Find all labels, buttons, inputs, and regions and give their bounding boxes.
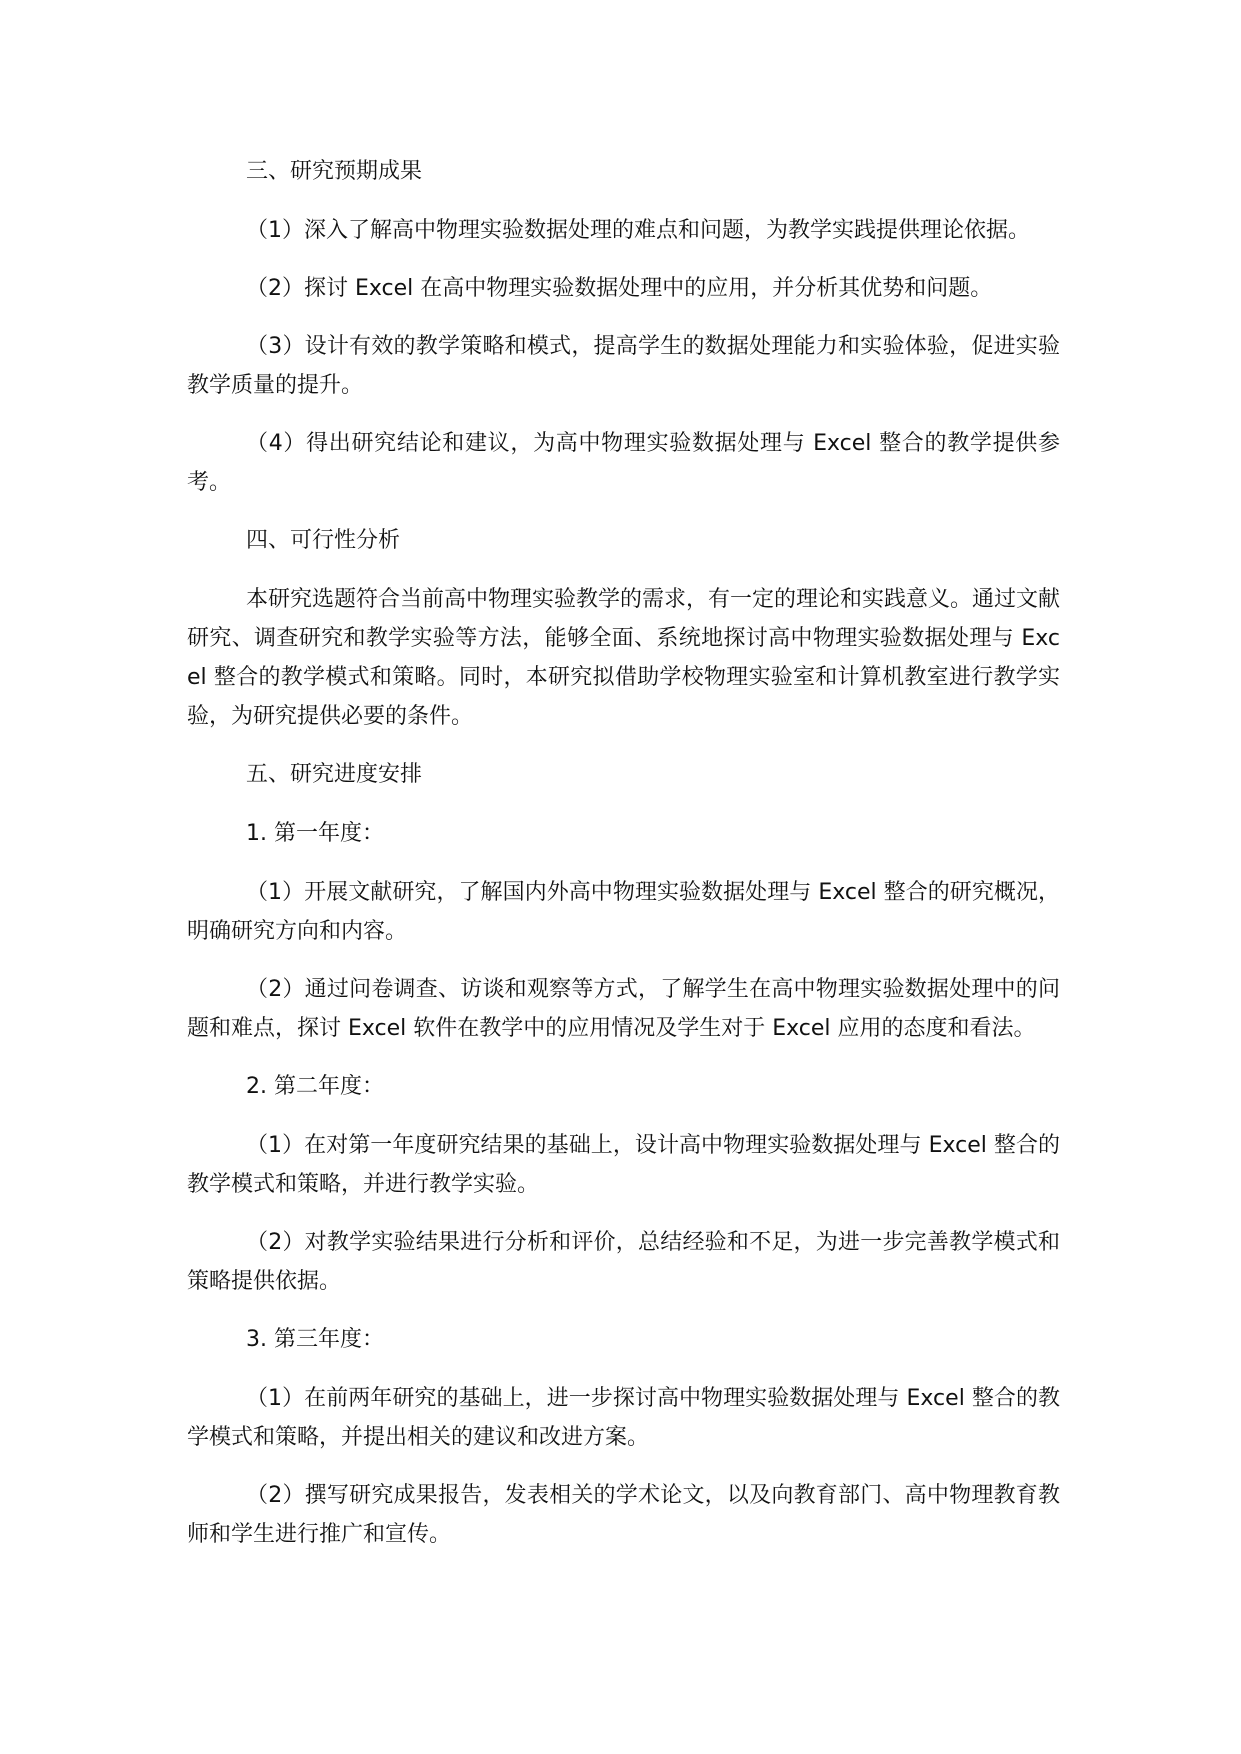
paragraph-result-1: （1）深入了解高中物理实验数据处理的难点和问题，为教学实践提供理论依据。 <box>246 218 1030 243</box>
subheading-year-3: 3. 第三年度： <box>246 1327 384 1352</box>
paragraph-feasibility: 本研究选题符合当前高中物理实验教学的需求，有一定的理论和实践意义。通过文献研究、调查研究和教学实验等方法，能够全面、系统地探讨高中物理实验数据处理与 Excel 整合的教学模式和策略。同时，本研究拟借助学校物理实验室和计算机教室进行教学实验，为研究提供必要的条件。 <box>187 587 1061 729</box>
section-heading-schedule: 五、研究进度安排 <box>246 762 423 787</box>
paragraph-result-2: （2）探讨 Excel 在高中物理实验数据处理中的应用，并分析其优势和问题。 <box>246 276 993 301</box>
section-heading-expected-results: 三、研究预期成果 <box>246 159 423 184</box>
paragraph-year-1-item-1: （1）开展文献研究，了解国内外高中物理实验数据处理与 Excel 整合的研究概况，明确研究方向和内容。 <box>187 880 1060 944</box>
paragraph-result-3: （3）设计有效的教学策略和模式，提高学生的数据处理能力和实验体验，促进实验教学质量的提升。 <box>187 334 1060 398</box>
paragraph-year-2-item-2: （2）对教学实验结果进行分析和评价，总结经验和不足，为进一步完善教学模式和策略提供依据。 <box>187 1230 1060 1294</box>
paragraph-year-1-item-2: （2）通过问卷调查、访谈和观察等方式，了解学生在高中物理实验数据处理中的问题和难点，探讨 Excel 软件在教学中的应用情况及学生对于 Excel 应用的态度和看法。 <box>187 977 1060 1041</box>
document-body <box>187 152 1060 1573</box>
paragraph-year-3-item-2: （2）撰写研究成果报告，发表相关的学术论文，以及向教育部门、高中物理教育教师和学生进行推广和宣传。 <box>187 1483 1060 1547</box>
subheading-year-1: 1. 第一年度： <box>246 821 384 846</box>
paragraph-year-3-item-1: （1）在前两年研究的基础上，进一步探讨高中物理实验数据处理与 Excel 整合的教学模式和策略，并提出相关的建议和改进方案。 <box>187 1386 1060 1450</box>
subheading-year-2: 2. 第二年度： <box>246 1074 384 1099</box>
section-heading-feasibility: 四、可行性分析 <box>246 528 401 553</box>
paragraph-year-2-item-1: （1）在对第一年度研究结果的基础上，设计高中物理实验数据处理与 Excel 整合的教学模式和策略，并进行教学实验。 <box>187 1133 1060 1197</box>
paragraph-result-4: （4）得出研究结论和建议，为高中物理实验数据处理与 Excel 整合的教学提供参考。 <box>187 431 1060 495</box>
